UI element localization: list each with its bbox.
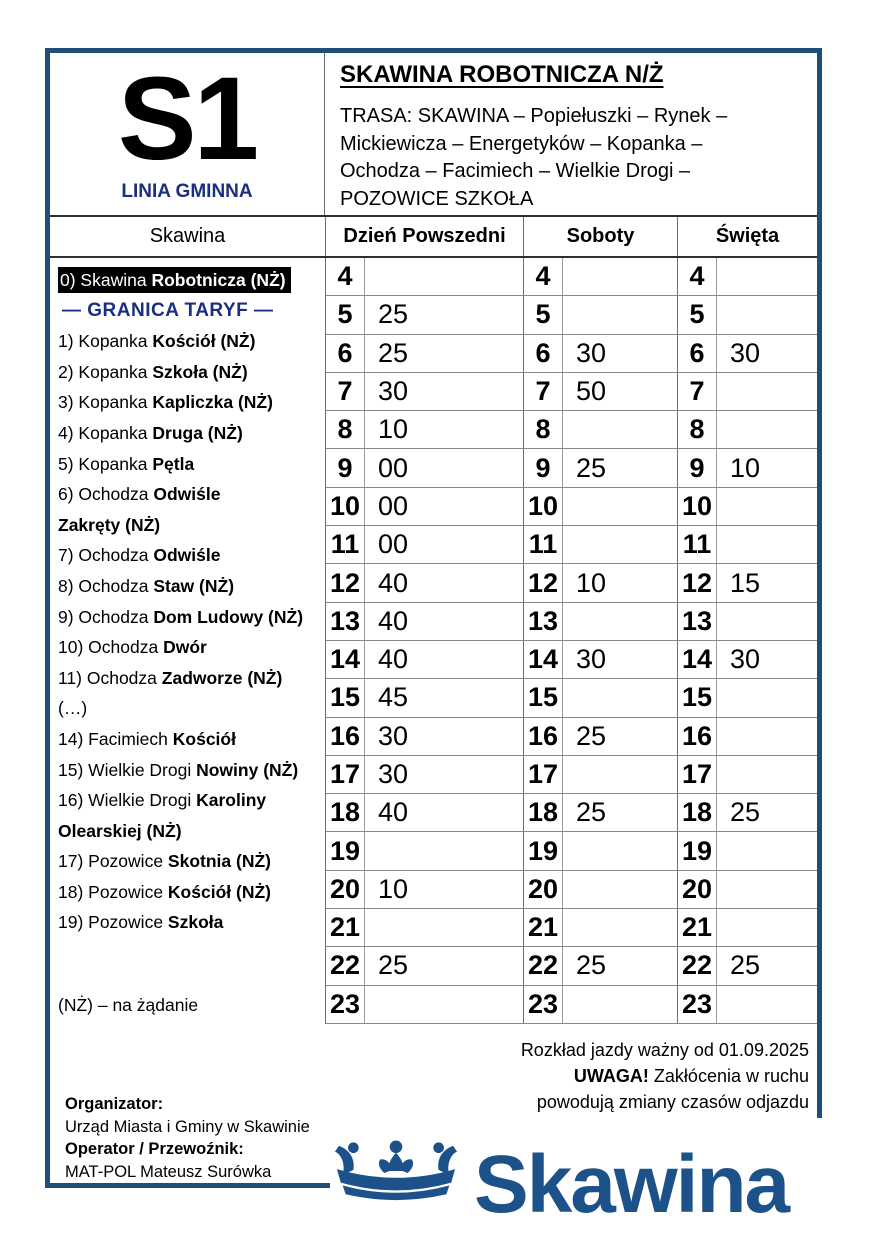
departures-grid <box>325 258 817 1024</box>
hour-cell: 19 <box>523 832 563 870</box>
warning-rest: Zakłócenia w ruchu <box>648 1066 809 1086</box>
hour-cell: 5 <box>325 296 365 334</box>
minutes-cell: 25 <box>563 449 677 487</box>
hour-cell: 12 <box>677 564 717 602</box>
line-cell <box>50 53 325 215</box>
hour-cell: 14 <box>523 641 563 679</box>
minutes-cell <box>563 488 677 526</box>
hour-cell: 10 <box>677 488 717 526</box>
hour-cell: 20 <box>325 871 365 909</box>
minutes-cell <box>717 679 817 717</box>
hour-cell: 6 <box>325 335 365 373</box>
hour-cell: 12 <box>523 564 563 602</box>
line-number: S1 <box>117 53 257 185</box>
hour-cell: 8 <box>677 411 717 449</box>
on-request-note: (NŻ) – na żądanie <box>58 995 199 1015</box>
warning-line-2: powodują zmiany czasów odjazdu <box>536 1092 809 1112</box>
minutes-cell <box>717 832 817 870</box>
minutes-cell: 15 <box>717 564 817 602</box>
operator-label: Operator / Przewoźnik: <box>65 1140 244 1158</box>
hour-cell: 19 <box>677 832 717 870</box>
stop-line: 19) Pozowice Szkoła <box>58 912 224 933</box>
hour-cell: 13 <box>677 603 717 641</box>
hour-cell: 17 <box>325 756 365 794</box>
minutes-cell <box>365 986 523 1024</box>
hour-cell: 7 <box>677 373 717 411</box>
stop-line: 1) Kopanka Kościół (NŻ) <box>58 331 256 352</box>
minutes-cell: 40 <box>365 603 523 641</box>
minutes-cell <box>563 296 677 334</box>
hour-cell: 4 <box>523 258 563 296</box>
minutes-cell: 25 <box>365 296 523 334</box>
hour-cell: 11 <box>325 526 365 564</box>
operator-name: MAT-POL Mateusz Surówka <box>65 1162 272 1181</box>
stop-line: 18) Pozowice Kościół (NŻ) <box>58 881 271 902</box>
minutes-cell <box>563 679 677 717</box>
stop-line: 7) Ochodza Odwiśle <box>58 545 221 566</box>
stops-list <box>50 258 325 1024</box>
minutes-cell <box>717 909 817 947</box>
hour-cell: 10 <box>523 488 563 526</box>
hour-cell: 13 <box>523 603 563 641</box>
minutes-cell: 25 <box>563 794 677 832</box>
minutes-cell <box>717 526 817 564</box>
minutes-cell <box>563 909 677 947</box>
highlighted-stop: 0) Skawina Robotnicza (NŻ) <box>58 267 291 293</box>
logo-text: Skawina <box>474 1138 789 1230</box>
hour-cell: 23 <box>677 986 717 1024</box>
minutes-cell: 10 <box>563 564 677 602</box>
minutes-cell: 50 <box>563 373 677 411</box>
hour-cell: 18 <box>523 794 563 832</box>
hour-cell: 22 <box>325 947 365 985</box>
organizer-name: Urząd Miasta i Gminy w Skawinie <box>65 1117 310 1136</box>
stop-line: 14) Facimiech Kościół <box>58 728 236 749</box>
hour-cell: 4 <box>325 258 365 296</box>
minutes-cell <box>717 603 817 641</box>
hour-cell: 22 <box>523 947 563 985</box>
line-type-label: LINIA GMINNA <box>121 181 253 203</box>
hour-cell: 4 <box>677 258 717 296</box>
hour-cell: 13 <box>325 603 365 641</box>
minutes-cell: 30 <box>563 641 677 679</box>
holiday-column-header: Święta <box>677 217 817 256</box>
hour-cell: 17 <box>523 756 563 794</box>
skawina-logo <box>330 1118 874 1230</box>
stop-line: 16) Wielkie Drogi Karoliny <box>58 790 267 811</box>
minutes-cell: 00 <box>365 526 523 564</box>
hour-cell: 7 <box>523 373 563 411</box>
minutes-cell <box>717 296 817 334</box>
minutes-cell <box>717 871 817 909</box>
route-title: SKAWINA ROBOTNICZA N/Ż <box>340 61 664 88</box>
minutes-cell <box>717 411 817 449</box>
stop-line: (…) <box>58 698 88 719</box>
stop-line: 5) Kopanka Pętla <box>58 453 195 474</box>
hour-cell: 20 <box>677 871 717 909</box>
minutes-cell <box>365 832 523 870</box>
hour-cell: 11 <box>523 526 563 564</box>
stop-line <box>58 265 321 296</box>
minutes-cell: 30 <box>563 335 677 373</box>
stop-line: 15) Wielkie Drogi Nowiny (NŻ) <box>58 759 299 780</box>
minutes-cell: 10 <box>717 449 817 487</box>
minutes-cell: 10 <box>365 871 523 909</box>
hour-cell: 23 <box>523 986 563 1024</box>
hour-cell: 8 <box>325 411 365 449</box>
minutes-cell <box>563 871 677 909</box>
hour-cell: 5 <box>677 296 717 334</box>
column-header-row <box>50 215 817 258</box>
hour-cell: 21 <box>677 909 717 947</box>
minutes-cell: 10 <box>365 411 523 449</box>
minutes-cell: 25 <box>563 947 677 985</box>
minutes-cell: 40 <box>365 564 523 602</box>
organizer-label: Organizator: <box>65 1095 164 1113</box>
minutes-cell: 30 <box>365 756 523 794</box>
top-header <box>50 53 817 215</box>
minutes-cell <box>365 258 523 296</box>
minutes-cell: 25 <box>365 947 523 985</box>
hour-cell: 14 <box>325 641 365 679</box>
hour-cell: 12 <box>325 564 365 602</box>
hour-cell: 10 <box>325 488 365 526</box>
hour-cell: 11 <box>677 526 717 564</box>
minutes-cell: 40 <box>365 641 523 679</box>
minutes-cell <box>563 526 677 564</box>
hour-cell: 18 <box>325 794 365 832</box>
hour-cell: 16 <box>523 718 563 756</box>
stop-line: Olearskiej (NŻ) <box>58 820 182 841</box>
minutes-cell <box>717 756 817 794</box>
title-cell <box>325 53 817 215</box>
minutes-cell: 30 <box>365 373 523 411</box>
hour-cell: 20 <box>523 871 563 909</box>
stops-column-header: Skawina <box>149 225 226 247</box>
stop-line: 8) Ochodza Staw (NŻ) <box>58 575 235 596</box>
hour-cell: 9 <box>523 449 563 487</box>
minutes-cell <box>365 909 523 947</box>
stop-line: 17) Pozowice Skotnia (NŻ) <box>58 851 271 872</box>
stop-line: Zakręty (NŻ) <box>58 514 161 535</box>
warning-line <box>521 1063 809 1089</box>
minutes-cell <box>717 718 817 756</box>
weekday-column-header: Dzień Powszedni <box>325 217 523 256</box>
minutes-cell: 30 <box>717 641 817 679</box>
warning-bold: UWAGA! <box>573 1066 649 1086</box>
hour-cell: 15 <box>677 679 717 717</box>
hour-cell: 16 <box>677 718 717 756</box>
minutes-cell: 25 <box>563 718 677 756</box>
hour-cell: 21 <box>523 909 563 947</box>
hour-cell: 7 <box>325 373 365 411</box>
organizer-block <box>65 1093 310 1183</box>
minutes-cell: 30 <box>717 335 817 373</box>
hour-cell: 8 <box>523 411 563 449</box>
minutes-cell <box>563 832 677 870</box>
hour-cell: 9 <box>677 449 717 487</box>
hour-cell: 19 <box>325 832 365 870</box>
minutes-cell <box>717 258 817 296</box>
minutes-cell: 40 <box>365 794 523 832</box>
hour-cell: 15 <box>325 679 365 717</box>
stop-line: 3) Kopanka Kapliczka (NŻ) <box>58 392 273 413</box>
minutes-cell: 25 <box>717 947 817 985</box>
minutes-cell <box>563 756 677 794</box>
minutes-cell: 30 <box>365 718 523 756</box>
minutes-cell <box>717 986 817 1024</box>
minutes-cell: 00 <box>365 488 523 526</box>
hour-cell: 15 <box>523 679 563 717</box>
saturday-column-header: Soboty <box>523 217 677 256</box>
stop-line: 6) Ochodza Odwiśle <box>58 484 221 505</box>
minutes-cell: 25 <box>717 794 817 832</box>
validity-note <box>521 1037 809 1115</box>
hour-cell: 18 <box>677 794 717 832</box>
minutes-cell: 00 <box>365 449 523 487</box>
hour-cell: 9 <box>325 449 365 487</box>
minutes-cell <box>717 488 817 526</box>
hour-cell: 6 <box>677 335 717 373</box>
crown-icon <box>330 1140 462 1202</box>
timetable-body <box>50 258 817 1024</box>
minutes-cell: 45 <box>365 679 523 717</box>
hour-cell: 16 <box>325 718 365 756</box>
stop-line: 2) Kopanka Szkoła (NŻ) <box>58 361 248 382</box>
hour-cell: 17 <box>677 756 717 794</box>
stop-line: 11) Ochodza Zadworze (NŻ) <box>58 667 283 688</box>
minutes-cell <box>563 411 677 449</box>
hour-cell: 5 <box>523 296 563 334</box>
route-description: TRASA: SKAWINA – Popiełuszki – Rynek – Mickiewicza – Energetyków – Kopanka – Ochodza – Facimiech – Wielkie Drogi – POZOWICE SZKOŁA <box>340 105 728 210</box>
stop-line: 9) Ochodza Dom Ludowy (NŻ) <box>58 606 304 627</box>
minutes-cell <box>717 373 817 411</box>
minutes-cell: 25 <box>365 335 523 373</box>
minutes-cell <box>563 258 677 296</box>
hour-cell: 21 <box>325 909 365 947</box>
hour-cell: 23 <box>325 986 365 1024</box>
page-frame <box>45 48 822 1188</box>
fare-boundary-divider: — GRANICA TARYF — <box>62 299 274 321</box>
hour-cell: 6 <box>523 335 563 373</box>
stop-line: 4) Kopanka Druga (NŻ) <box>58 422 243 443</box>
hour-cell: 14 <box>677 641 717 679</box>
minutes-cell <box>563 986 677 1024</box>
minutes-cell <box>563 603 677 641</box>
validity-line: Rozkład jazdy ważny od 01.09.2025 <box>520 1040 809 1060</box>
hour-cell: 22 <box>677 947 717 985</box>
stop-line: 10) Ochodza Dwór <box>58 637 207 658</box>
